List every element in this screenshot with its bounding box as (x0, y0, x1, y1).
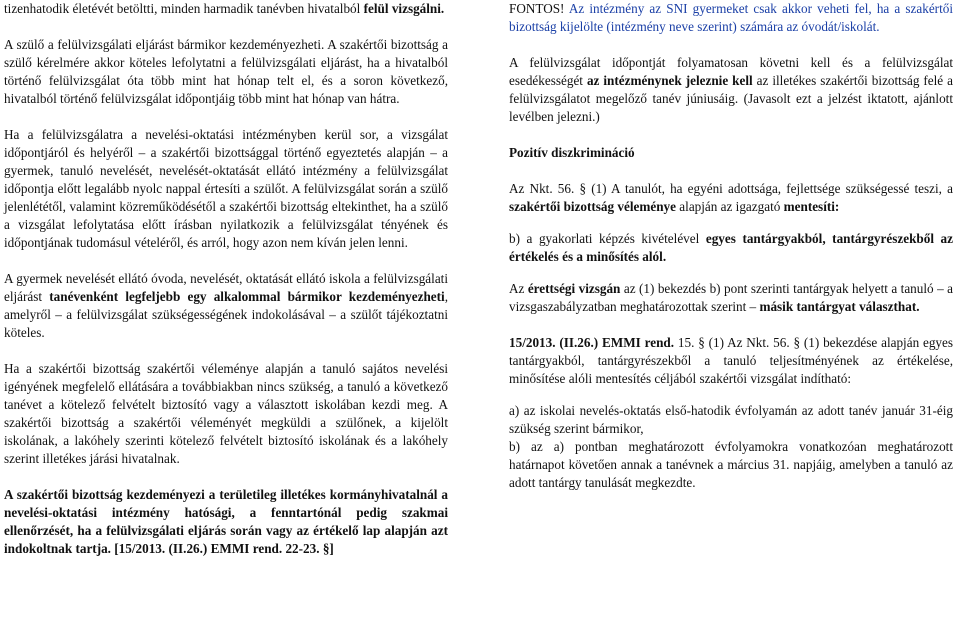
left-para-5: A szakértői bizottság kezdeményezi a területileg illetékes kormányhivatalnál a nevelési-oktatási intézmény hatósági, a fenntartónál pedig szakmai ellenőrzését, ha a felülvizsgálati eljárás során vagy az értékelő lap alapján azt indokoltnak tartja. [15/2013. (II.26.) EMMI rend. 22-23. §] (4, 487, 448, 556)
text-run: A gyermek nevelését ellátó óvoda, nevelését, oktatását ellátó iskola a felülvizsgálati eljárást (4, 271, 448, 304)
text-run: A felülvizsgálat időpontját folyamatosan követni kell és a felülvizsgálat esedékességét (509, 55, 953, 88)
text-run: FONTOS! (509, 1, 565, 16)
right-column (509, 0, 953, 492)
text-run: tanévenként legfeljebb egy alkalommal bármikor kezdeményezheti (49, 289, 445, 304)
text-run: Az Nkt. 56. § (1) A tanulót, ha egyéni adottsága, fejlettsége szükségessé teszi, a (509, 181, 953, 196)
text-run: érettségi vizsgán (527, 281, 621, 296)
text-run: Az (509, 281, 528, 296)
right-para-3 (509, 230, 953, 266)
text-run: felül vizsgálni. (363, 1, 445, 16)
text-run: szakértői bizottság véleménye (509, 199, 676, 214)
text-run: az intézménynek jeleznie kell (586, 73, 753, 88)
text-run: mentesíti: (783, 199, 840, 214)
right-para-7: b) az a) pontban meghatározott évfolyamokra vonatkozóan meghatározott határnapot követően annak a tanévnek a március 31. napjáig, amelyben a tanuló az adott tantárgy tanulását megkezdte. (509, 439, 953, 490)
text-run: tizenhatodik életévét betöltti, minden harmadik tanévben hivatalból (4, 1, 364, 16)
text-run: alapján az igazgató (676, 199, 784, 214)
left-para-1: A szülő a felülvizsgálati eljárást bármikor kezdeményezheti. A szakértői bizottság a szülő kérelmére akkor köteles lefolytatni a felülvizsgálati eljárást, ha a hivatalból történő felülvizsgálat óta több mint hat hónap telt el, és a soron következő, hivatalból történő felülvizsgálat időpontjáig több mint hat hónap van hátra. (4, 37, 448, 106)
section-heading: Pozitív diszkrimináció (509, 145, 635, 160)
right-para-1 (509, 54, 953, 126)
left-para-0 (4, 0, 448, 18)
right-para-4 (509, 280, 953, 316)
right-para-5 (509, 334, 953, 388)
text-run: másik tantárgyat választhat. (759, 299, 920, 314)
right-para-2 (509, 180, 953, 216)
right-para-0 (509, 0, 953, 36)
left-para-2: Ha a felülvizsgálatra a nevelési-oktatási intézményben kerül sor, a vizsgálat időpontjáról és helyéről – a szakértői bizottsággal történő egyeztetés alapján – a gyermek, tanuló nevelését, nevelését-oktatását ellátó intézmény a felülvizsgálat időpontja előtt legalább nyolc nappal értesíti a szülőt. A felülvizsgálat során a szülő jelenlététől, valamint közreműködésétől a szakértői bizottság eltekinthet, ha a szülő a vizsgálat lefolytatása előtt írásban nyilatkozik a felülvizsgálat tényének és időpontjának tudomásul vételéről, és arról, hogy azon nem kíván jelen lenni. (4, 127, 448, 250)
text-run: 15/2013. (II.26.) EMMI rend. (509, 335, 675, 350)
text-run: egyes tantárgyakból, tantárgyrészekből az értékelés és a minősítés alól. (509, 231, 953, 264)
right-para-6: a) az iskolai nevelés-oktatás első-hatodik évfolyamán az adott tanév január 31-éig szükség szerint bármikor, (509, 403, 953, 436)
text-run: az (1) bekezdés b) pont szerinti tantárgyak helyett a tanuló – a vizsgaszabályzatban meghatározottak szerint – (509, 281, 953, 314)
left-column (4, 0, 448, 558)
text-run: , amelyről – a felülvizsgálat szükségességének indokolásával – a szülőt tájékoztatni köteles. (4, 289, 448, 340)
text-run: 15. § (1) Az Nkt. 56. § (1) bekezdése alapján egyes tantárgyakból, tantárgyrészekből a tanuló teljesítményének az értékelése, minősítése alóli mentesítés céljából szakértői vizsgálat indítható: (509, 335, 954, 386)
text-run: Az intézmény az SNI gyermeket csak akkor veheti fel, ha a szakértői bizottság kijelölte (intézmény neve szerint) számára az óvodát/iskolát. (509, 1, 953, 34)
text-run: az illetékes szakértői bizottság felé a felülvizsgálatot megelőző tanév júniusáig. (Javasolt ezt a jelzést iktatott, ajánlott levélben jelezni.) (509, 73, 953, 124)
text-run: b) a gyakorlati képzés kivételével (509, 231, 706, 246)
left-para-4: Ha a szakértői bizottság szakértői véleménye alapján a tanuló sajátos nevelési igényének megfelelő ellátására a továbbiakban nincs szükség, a tanuló a következő tanévet a kötelező felvételt biztosító vagy a választott iskolában kezdi meg. A szakértői bizottság a szakértői véleményét megküldi a szülőnek, a kijelölt iskolának, a lakóhely szerinti kötelező felvételt biztosító iskolának és a lakóhely szerint illetékes járási hivatalnak. (4, 361, 448, 466)
left-para-3 (4, 270, 448, 342)
